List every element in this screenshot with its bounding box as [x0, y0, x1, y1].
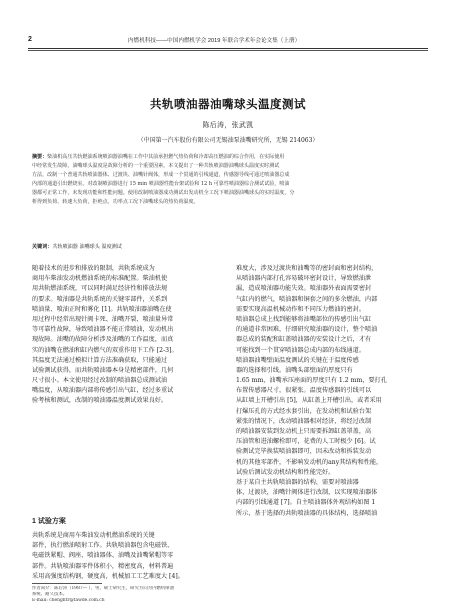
keywords-label: 关键词： [32, 244, 53, 250]
body-line: 验测试完毕换装喷油器即可，因未改动和拆装发动 [236, 448, 372, 456]
abstract-line: 方法，改制一个普通共轨喷油器体、过渡块、油嘴针阀体，形成一个贯通的引线通道，传感器导线可通过喷油器总成 [32, 172, 290, 178]
body-line: 所示，基于选择的共轨喷油器的具体结构，选择喷油 [236, 509, 378, 517]
abstract-line: 析得到负荷、转速大负荷，拒绝点，功率点工况下油嘴球头的热负荷温度。 [32, 199, 199, 205]
body-line: 紧张的情况下，改动喷油器相对经济，将经过改制 [236, 417, 372, 425]
header-rule [28, 48, 428, 49]
body-line: 打爆压孔的方式经水套引出，在发动机和试验台架 [236, 407, 372, 415]
body-line: 内部的引线通道 [7]。自主喷油器体外观结构如图 1 [236, 499, 376, 507]
body-line: 可能找到一个贯穿喷油器总成内部的布线通道。 [236, 346, 365, 354]
body-line: 验考核和测试，改制的喷油器温度测试效果良好。 [32, 397, 168, 405]
paper-title: 共轨喷油器油嘴球头温度测试 [150, 99, 306, 111]
body-line: 器的选择和引线。油嘴头部壁面的厚度只有 [236, 366, 353, 374]
section-heading: 1 试验方案 [32, 518, 66, 525]
body-line: 压油管和进油螺栓即可，花费的人工时极少 [6]。试 [236, 438, 376, 446]
body-line: 其温度无法通过模拟计算方法准确获取，只能通过 [32, 356, 168, 364]
page-number: 2 [28, 36, 32, 43]
body-line: 1.65 mm，油嘴承压座面的厚度只有 1.2 mm，要打孔 [236, 377, 387, 385]
body-line: 电磁铁紧帽、阀座、喷油器体、油嘴及油嘴紧帽等零 [32, 552, 174, 560]
abstract-line: 摘要：柴油机高压共轨燃油系统喷油器油嘴在工作中其前承担燃气热负荷和冷却高压燃油的综合作用，在实际使用 [32, 154, 285, 160]
affiliation: （中国第一汽车股份有限公司无锡油泵油嘴研究所，无锡 214063） [137, 137, 319, 144]
body-line: 部件，执行燃油喷射工作。共轨喷油器包含电磁铁、 [32, 542, 174, 550]
body-line: 体，过渡块，油嘴针阀体进行改制，以实现喷油器体 [236, 489, 378, 497]
body-right-column [236, 264, 425, 519]
footnote-line: 系统、耐久技术。 [32, 592, 68, 598]
footnote-line: 作者简介：陈后涛（1987— ），男，硕士研究生，研究方向为内燃机喷油 [32, 586, 175, 591]
body-line: 商用车柴油发动机燃油系统的标准配置。柴油机使 [32, 275, 168, 283]
body-line: 从缸墙上开槽引出 [5]，从缸盖上开槽引出，或者采用 [236, 397, 382, 405]
body-line: 实的油嘴在燃油和缸内燃气的双重作用下工作 [2-3]。 [32, 346, 178, 354]
body-line: 采用高强度结构钢，硬度高，机械加工工艺难度大 [4]。 [32, 572, 184, 580]
authors: 陈后涛，张武凯 [202, 121, 254, 129]
abstract [32, 153, 426, 207]
body-line: 喷油量、喷油正时和雾化 [1]。共轨喷油器油嘴在使 [32, 305, 172, 313]
abstract-line: 中经常发生故障，油嘴球头温度是故障分析的一个重要因素。本文提出了一种共轨喷油器油嘴球头温度实时测试 [32, 163, 280, 169]
body-line: 随着技术的进步和排放的限制，共轨系统成为 [32, 265, 155, 272]
header-rule-thin [28, 50, 428, 51]
body-line: 的喷油器安装到发动机上只需要拆卸缸盖罩盖，高 [236, 428, 372, 435]
body-line: 用共轨燃油系统，可以同时满足经济性和排放法规 [32, 285, 168, 293]
body-line: 的通道非常困难，仔细研究喷油器的设计，整个喷油 [236, 326, 378, 334]
body-line: 基于某自主共轨喷油器的结构，需要对喷油器 [236, 478, 359, 486]
body-line: 从喷油器内部打孔容易破坏密封设计，导致燃油泄 [236, 275, 372, 283]
body-line: 喷油器油嘴壁面温度测试的关键在于温度传感 [236, 356, 359, 364]
body-line: 喷油器总成上找到能够将油嘴部位的传感引出气缸 [236, 315, 372, 323]
body-line: 机的其他零部件，不影响发动机的any其结构和性能， [236, 458, 383, 466]
body-line: 共轨系统是商用车柴油发动机燃油系统的关键 [32, 532, 155, 539]
abstract-label: 摘要： [32, 154, 48, 160]
keywords-text: 共轨喷油器 油嘴球头 温度测试 [52, 244, 122, 250]
body-line: 气缸内的燃气，喷油器和铜套之间的多余燃油，内部 [236, 295, 378, 303]
section-1-body [32, 531, 221, 582]
body-line: 试验后测试发动机结构和性能完好。 [236, 468, 335, 476]
body-line: 布置传感器尺寸，很紧张。温度传感器的引线可以 [236, 387, 372, 395]
body-line: 嘴温度，从喷油器内部将传感引出气缸，经过多重试 [32, 387, 174, 395]
body-left-column [32, 264, 221, 407]
running-head: 内燃机科技——中国内燃机学会 2019 年联合学术年会论文集（上册） [128, 38, 301, 44]
keywords [32, 243, 122, 250]
footnote-line: E-mail: chenghtr@fawde.com.cn [32, 598, 105, 604]
abstract-line: 内部的通道引出燃烧室。对改制喷油器进行 15 min 喷油器性能台架试验和 12 h 可靠性喷油器综合测试试验，喷油 [32, 181, 290, 187]
body-line: 用过程中经常出现针阀卡死、油嘴开裂、喷油量异常 [32, 315, 174, 323]
body-line: 现故障。油嘴的故障分析涉及油嘴的工作温度，而真 [32, 336, 174, 344]
body-line: 难度大，涉及过渡块和油嘴等的密封面和密封结构， [236, 265, 378, 272]
body-line: 试验测试获得，而共轨喷油器本身是精密部件，几何 [32, 366, 174, 374]
body-line: 的要求。喷油器是共轨系统的关键零部件，关系到 [32, 295, 168, 303]
body-line: 尺寸很小。本文使用经过改制的喷油器总成测试油 [32, 377, 168, 385]
body-line: 漏，造成喷油器功能失效。喷油器外表面需要密封 [236, 285, 372, 293]
body-line: 等可靠性故障，导致喷油器不能正常喷油，发动机出 [32, 326, 174, 334]
abstract-line: 器都可正常工作，未发现功能和性能问题。使用改制喷油器成功测试出发动机全工况下喷油器油嘴球头的实时温度，分 [32, 190, 295, 196]
footnote-rule [32, 583, 102, 584]
body-line: 器总成的装配和缸盖喷油器的安装设计之后，才有 [236, 336, 372, 344]
footnote [32, 586, 221, 605]
body-line: 部件。共轨喷油器零件体积小，精密度高，材料普遍 [32, 562, 174, 570]
body-line: 需要实现高温机械动作和不同压力燃油的密封。 [236, 305, 365, 313]
